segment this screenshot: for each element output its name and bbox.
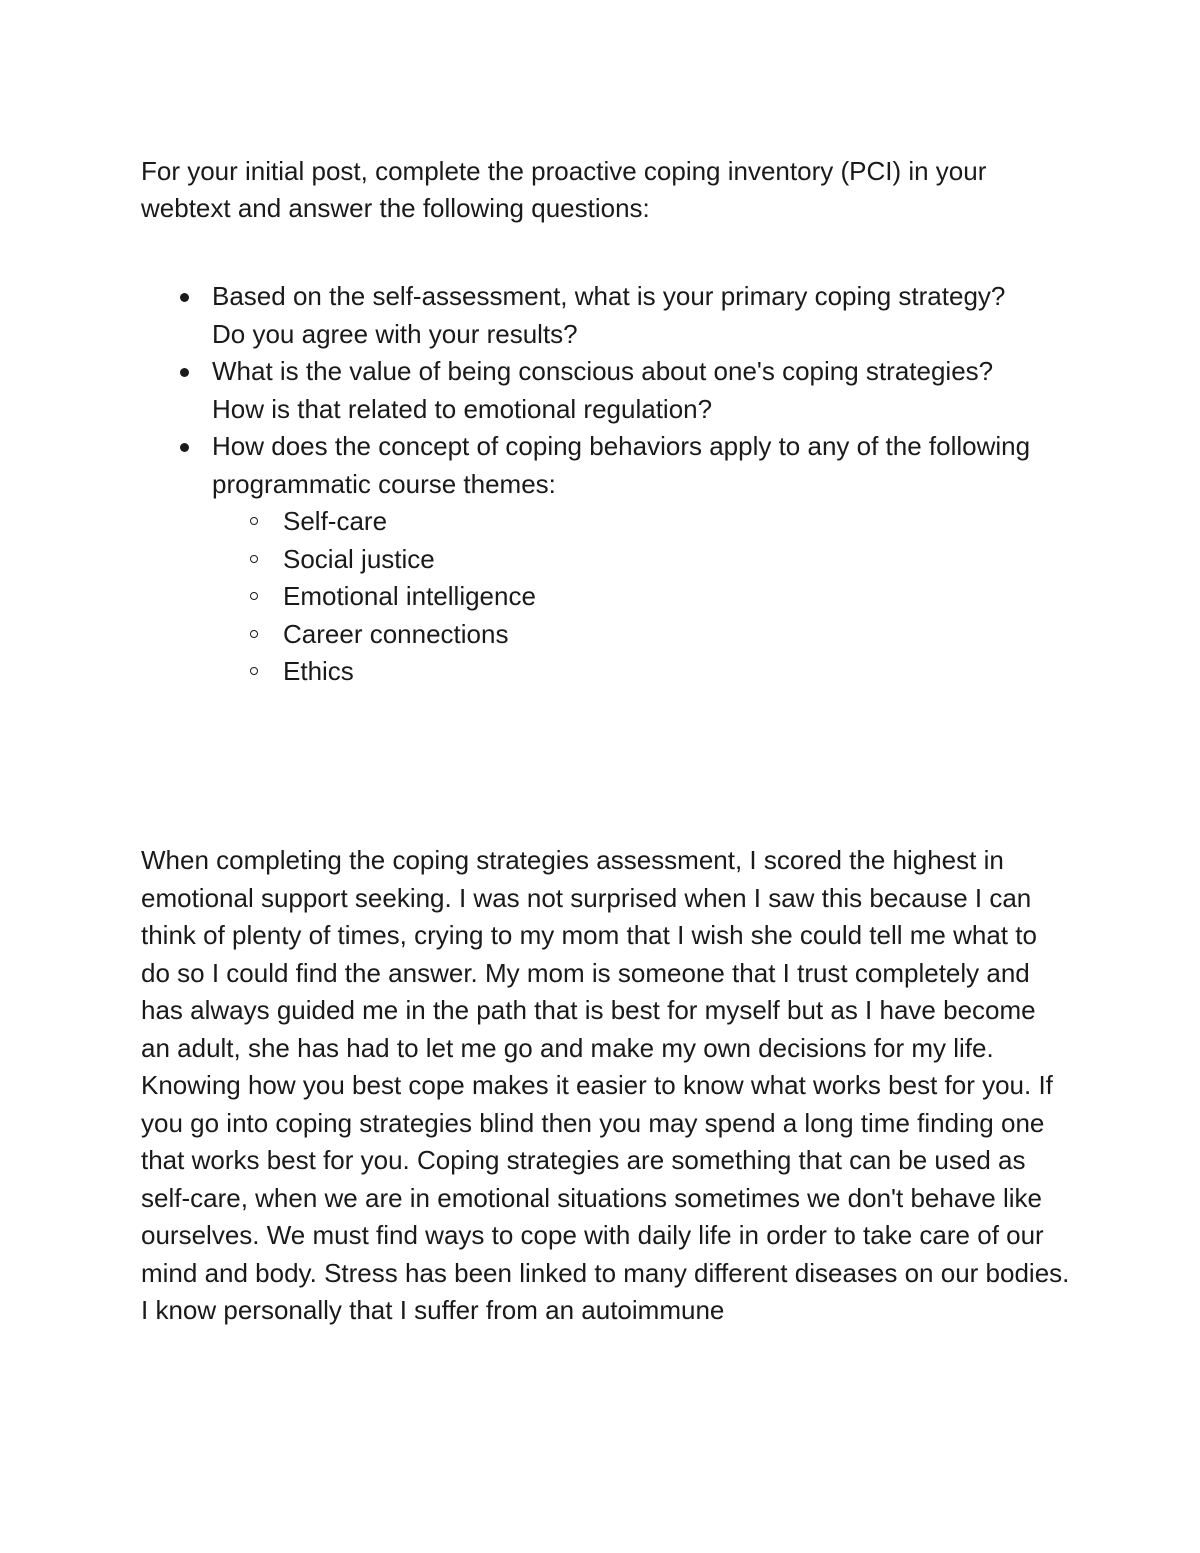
question-item (141, 428, 1041, 691)
bullet-dot-icon (180, 293, 189, 302)
question-item (141, 278, 1041, 353)
hollow-bullet-icon (250, 517, 258, 525)
theme-text: Emotional intelligence (283, 581, 536, 611)
theme-text: Social justice (283, 543, 435, 574)
hollow-bullet-icon (250, 630, 258, 638)
theme-text: Ethics (283, 656, 354, 686)
question-text: What is the value of being conscious about one's coping strategies? How is that related to emotional regulation? (212, 356, 994, 424)
theme-list (212, 503, 1041, 691)
answer-paragraph: When completing the coping strategies assessment, I scored the highest in emotional support seeking. I was not surprised when I saw this because I can think of plenty of times, crying to my mom that I wish she could tell me what to do so I could find the answer. My mom is someone that I trust completely and has always guided me in the path that is best for myself but as I have become an adult, she has had to let me go and make my own decisions for my life. Knowing how you best cope makes it easier to know what works best for you. If you go into coping strategies blind then you may spend a long time finding one that works best for you. Coping strategies are something that can be used as self-care, when we are in emotional situations sometimes we don't behave like ourselves. We must find ways to cope with daily life in order to take care of our mind and body. Stress has been linked to many different diseases on our bodies. I know personally that I suffer from an autoimmune (141, 845, 1070, 1325)
prompt-paragraph: For your initial post, complete the proactive coping inventory (PCI) in your webtext and answer the following questions: (141, 156, 987, 223)
theme-text: Career connections (283, 618, 509, 649)
hollow-bullet-icon (250, 555, 258, 563)
question-item (141, 353, 1041, 428)
theme-item (212, 653, 1041, 691)
bullet-dot-icon (180, 368, 189, 377)
theme-item (212, 541, 1041, 579)
question-text: Based on the self-assessment, what is your primary coping strategy? Do you agree with your results? (212, 281, 1006, 349)
bullet-dot-icon (180, 443, 189, 452)
hollow-bullet-icon (250, 592, 258, 600)
theme-item (212, 578, 1041, 616)
hollow-bullet-icon (250, 667, 258, 675)
theme-item (212, 503, 1041, 541)
theme-text: Self-care (283, 506, 388, 536)
question-text: How does the concept of coping behaviors apply to any of the following programmatic course themes: (212, 431, 1031, 499)
theme-item (212, 616, 1041, 654)
question-list (141, 278, 1041, 691)
